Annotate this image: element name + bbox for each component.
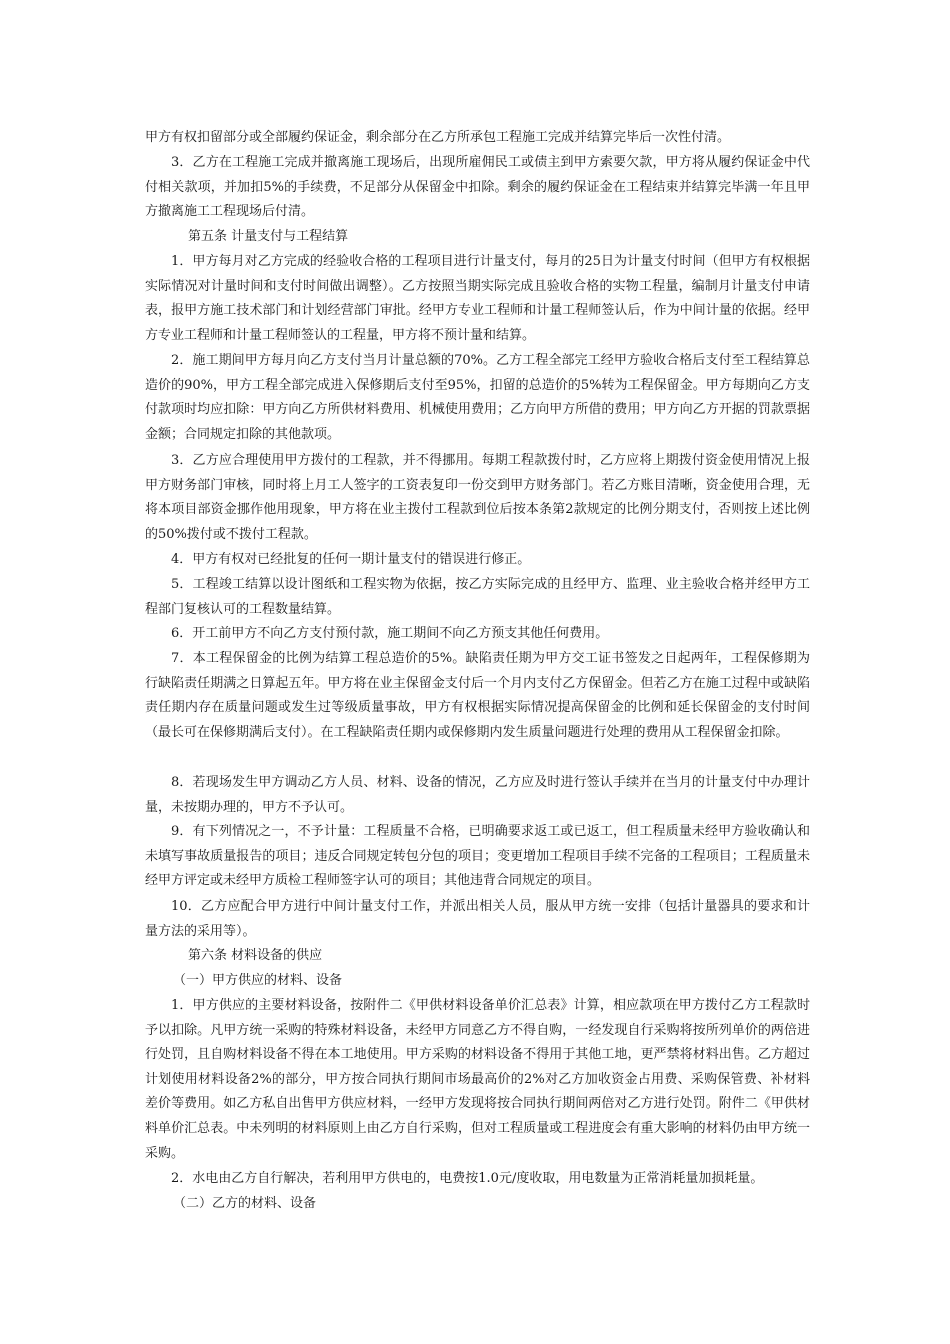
paragraph-5-10: 10．乙方应配合甲方进行中间计量支付工作，并派出相关人员，服从甲方统一安排（包括计量器具的要求和计量方法的采用等）。 — [145, 899, 810, 939]
paragraph-5-7: 7．本工程保留金的比例为结算工程总造价的5%。缺陷责任期为甲方交工证书签发之日起两年，工程保修期为行缺陷责任期满之日算起五年。甲方将在业主保留金支付后一个月内支付乙方保留金。但若乙方在施工过程中或缺陷责任期内存在质量问题或发生过等级质量事故，甲方有权根据实际情况提高保留金的比例和延长保留金的支付时间（最长可在保修期满后支付）。在工程缺陷责任期内或保修期内发生质量问题进行处理的费用从工程保留金扣除。 — [145, 651, 810, 740]
paragraph-5-1: 1．甲方每月对乙方完成的经验收合格的工程项目进行计量支付，每月的25日为计量支付时间（但甲方有权根据实际情况对计量时间和支付时间做出调整）。乙方按照当期实际完成且验收合格的实物工程量，编制月计量支付申请表，报甲方施工技术部门和计划经营部门审批。经甲方专业工程师和计量工程师签认后，作为中间计量的依据。经甲方专业工程师和计量工程师签认的工程量，甲方将不预计量和结算。 — [145, 254, 810, 343]
paragraph-6-1: 1．甲方供应的主要材料设备，按附件二《甲供材料设备单价汇总表》计算，相应款项在甲方拨付乙方工程款时予以扣除。凡甲方统一采购的特殊材料设备，未经甲方同意乙方不得自购，一经发现自行采购将按所列单价的两倍进行处罚，且自购材料设备不得在本工地使用。甲方采购的材料设备不得用于其他工地，更严禁将材料出售。乙方超过计划使用材料设备2%的部分，甲方按合同执行期间市场最高价的2%对乙方加收资金占用费、采购保管费、补材料差价等费用。如乙方私自出售甲方供应材料，一经甲方发现将按合同执行期间两倍对乙方进行处罚。附件二《甲供材料单价汇总表。中未列明的材料原则上由乙方自行采购，但对工程质量或工程进度会有重大影响的材料仍由甲方统一采购。 — [145, 998, 810, 1161]
paragraph-5-8: 8．若现场发生甲方调动乙方人员、材料、设备的情况，乙方应及时进行签认手续并在当月的计量支付中办理计量，未按期办理的，甲方不予认可。 — [145, 775, 810, 815]
paragraph-5-9: 9．有下列情况之一，不予计量：工程质量不合格，已明确要求返工或已返工，但工程质量未经甲方验收确认和未填写事故质量报告的项目；违反合同规定转包分包的项目；变更增加工程项目手续不完备的工程项目；工程质量未经甲方评定或未经甲方质检工程师签字认可的项目；其他违背合同规定的项目。 — [145, 824, 810, 889]
section-6-1-heading: （一）甲方供应的材料、设备 — [173, 973, 343, 988]
paragraph-5-2: 2．施工期间甲方每月向乙方支付当月计量总额的70%。乙方工程全部完工经甲方验收合格后支付至工程结算总造价的90%，甲方工程全部完成进入保修期后支付至95%，扣留的总造价的5%转为工程保留金。甲方每期向乙方支付款项时均应扣除：甲方向乙方所供材料费用、机械使用费用；乙方向甲方所借的费用；甲方向乙方开据的罚款票据金额；合同规定扣除的其他款项。 — [145, 353, 810, 442]
paragraph-6-2: 2．水电由乙方自行解决，若利用甲方供电的，电费按1.0元/度收取，用电数量为正常消耗量加损耗量。 — [171, 1171, 764, 1186]
section-6-2-heading: （二）乙方的材料、设备 — [173, 1196, 317, 1211]
paragraph-5-4: 4．甲方有权对已经批复的任何一期计量支付的错误进行修正。 — [171, 552, 531, 567]
paragraph-5-6: 6．开工前甲方不向乙方支付预付款，施工期间不向乙方预支其他任何费用。 — [171, 626, 609, 641]
paragraph-4-3: 3．乙方在工程施工完成并撤离施工现场后，出现所雇佣民工或债主到甲方索要欠款，甲方将从履约保证金中代付相关款项，并加扣5%的手续费，不足部分从保留金中扣除。剩余的履约保证金在工程结束并结算完毕满一年且甲方撤离施工工程现场后付清。 — [145, 155, 810, 220]
article-6-heading: 第六条 材料设备的供应 — [188, 948, 323, 963]
paragraph-5-3: 3．乙方应合理使用甲方拨付的工程款，并不得挪用。每期工程款拨付时，乙方应将上期拨付资金使用情况上报甲方财务部门审核，同时将上月工人签字的工资表复印一份交到甲方财务部门。若乙方账目清晰，资金使用合理，无将本项目部资金挪作他用现象，甲方将在业主拨付工程款到位后按本条第2款规定的比例分期支付，否则按上述比例的50%拨付或不拨付工程款。 — [145, 453, 810, 542]
article-5-heading: 第五条 计量支付与工程结算 — [188, 229, 349, 244]
paragraph-5-5: 5．工程竣工结算以设计图纸和工程实物为依据，按乙方实际完成的且经甲方、监理、业主验收合格并经甲方工程部门复核认可的工程数量结算。 — [145, 577, 810, 617]
paragraph-continuation: 甲方有权扣留部分或全部履约保证金，剩余部分在乙方所承包工程施工完成并结算完毕后一次性付清。 — [145, 130, 731, 145]
